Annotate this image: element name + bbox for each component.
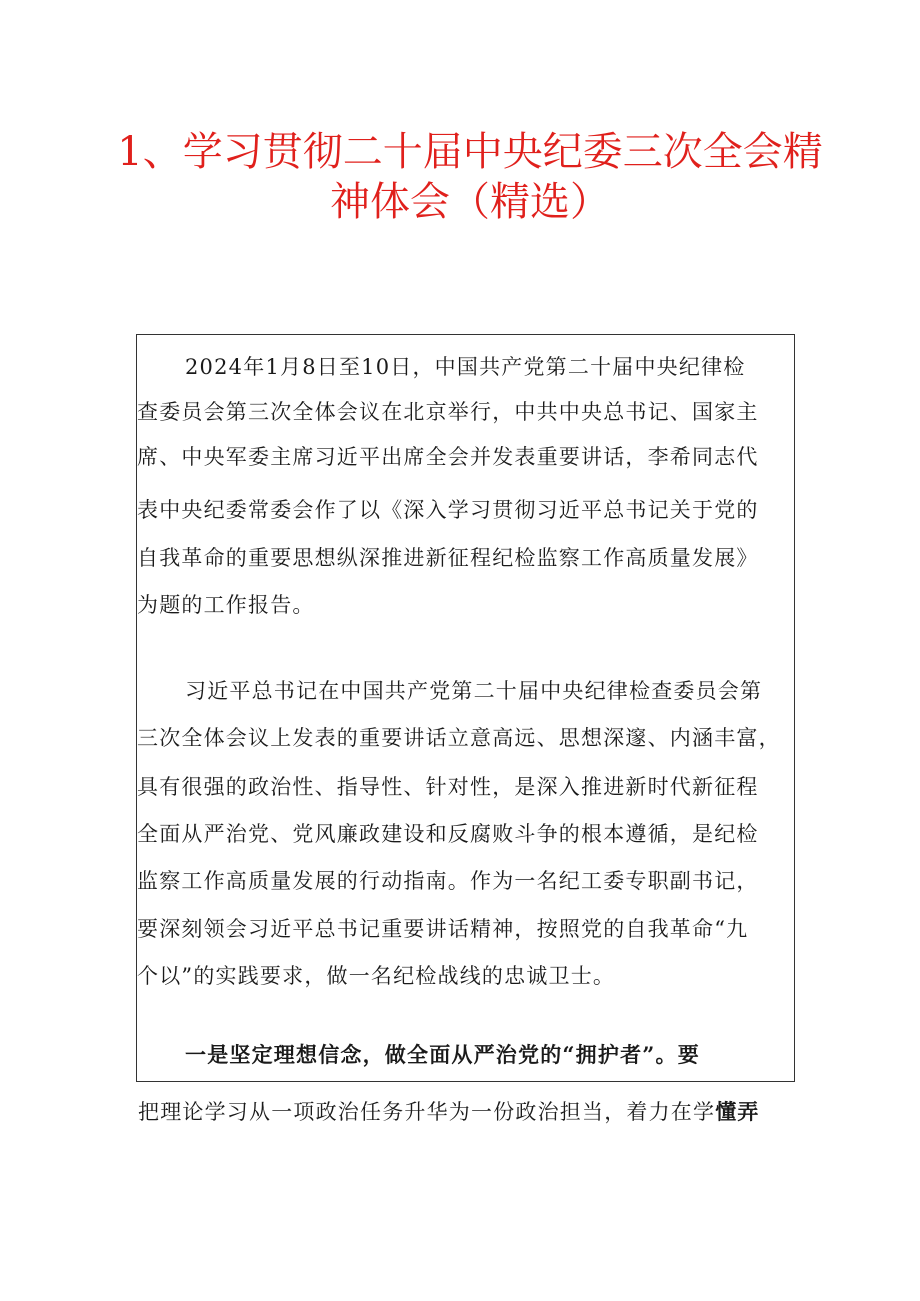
paragraph-1-line-4: 表中央纪委常委会作了以《深入学习贯彻习近平总书记关于党的 — [137, 498, 759, 522]
paragraph-2-line-1: 习近平总书记在中国共产党第二十届中央纪律检查委员会第 — [185, 679, 763, 703]
paragraph-1-line-3: 席、中央军委主席习近平出席全会并发表重要讲话，李希同志代 — [137, 445, 759, 469]
document-title-line-2: 神体会（精选） — [330, 179, 610, 225]
paragraph-1-line-5: 自我革命的重要思想纵深推进新征程纪检监察工作高质量发展》 — [137, 546, 759, 570]
paragraph-1-line-1: 2024年1月8日至10日，中国共产党第二十届中央纪律检 — [185, 355, 746, 379]
section-heading-1: 一是坚定理想信念，做全面从严治党的“拥护者”。要 — [185, 1042, 700, 1067]
continuation-text: 把理论学习从一项政治任务升华为一份政治担当，着力在学 — [138, 1100, 716, 1124]
continuation-tail: 懂弄 — [715, 1099, 760, 1124]
paragraph-1-line-2: 查委员会第三次全体会议在北京举行，中共中央总书记、国家主 — [137, 400, 759, 424]
paragraph-2-line-7: 个以”的实践要求，做一名纪检战线的忠诚卫士。 — [137, 964, 616, 988]
paragraph-2-line-3: 具有很强的政治性、指导性、针对性，是深入推进新时代新征程 — [137, 775, 759, 799]
paragraph-2-line-6: 要深刻领会习近平总书记重要讲话精神，按照党的自我革命“九 — [137, 917, 749, 941]
paragraph-2-line-5: 监察工作高质量发展的行动指南。作为一名纪工委专职副书记， — [137, 869, 759, 893]
paragraph-2-line-2: 三次全体会议上发表的重要讲话立意高远、思想深邃、内涵丰富， — [137, 726, 781, 750]
paragraph-2-line-4: 全面从严治党、党风廉政建设和反腐败斗争的根本遵循，是纪检 — [137, 822, 759, 846]
bordered-text-box — [136, 334, 795, 1082]
paragraph-1-line-6: 为题的工作报告。 — [137, 593, 315, 617]
continuation-line — [138, 1097, 760, 1127]
document-title-line-1: 1、学习贯彻二十届中央纪委三次全会精 — [117, 129, 823, 175]
